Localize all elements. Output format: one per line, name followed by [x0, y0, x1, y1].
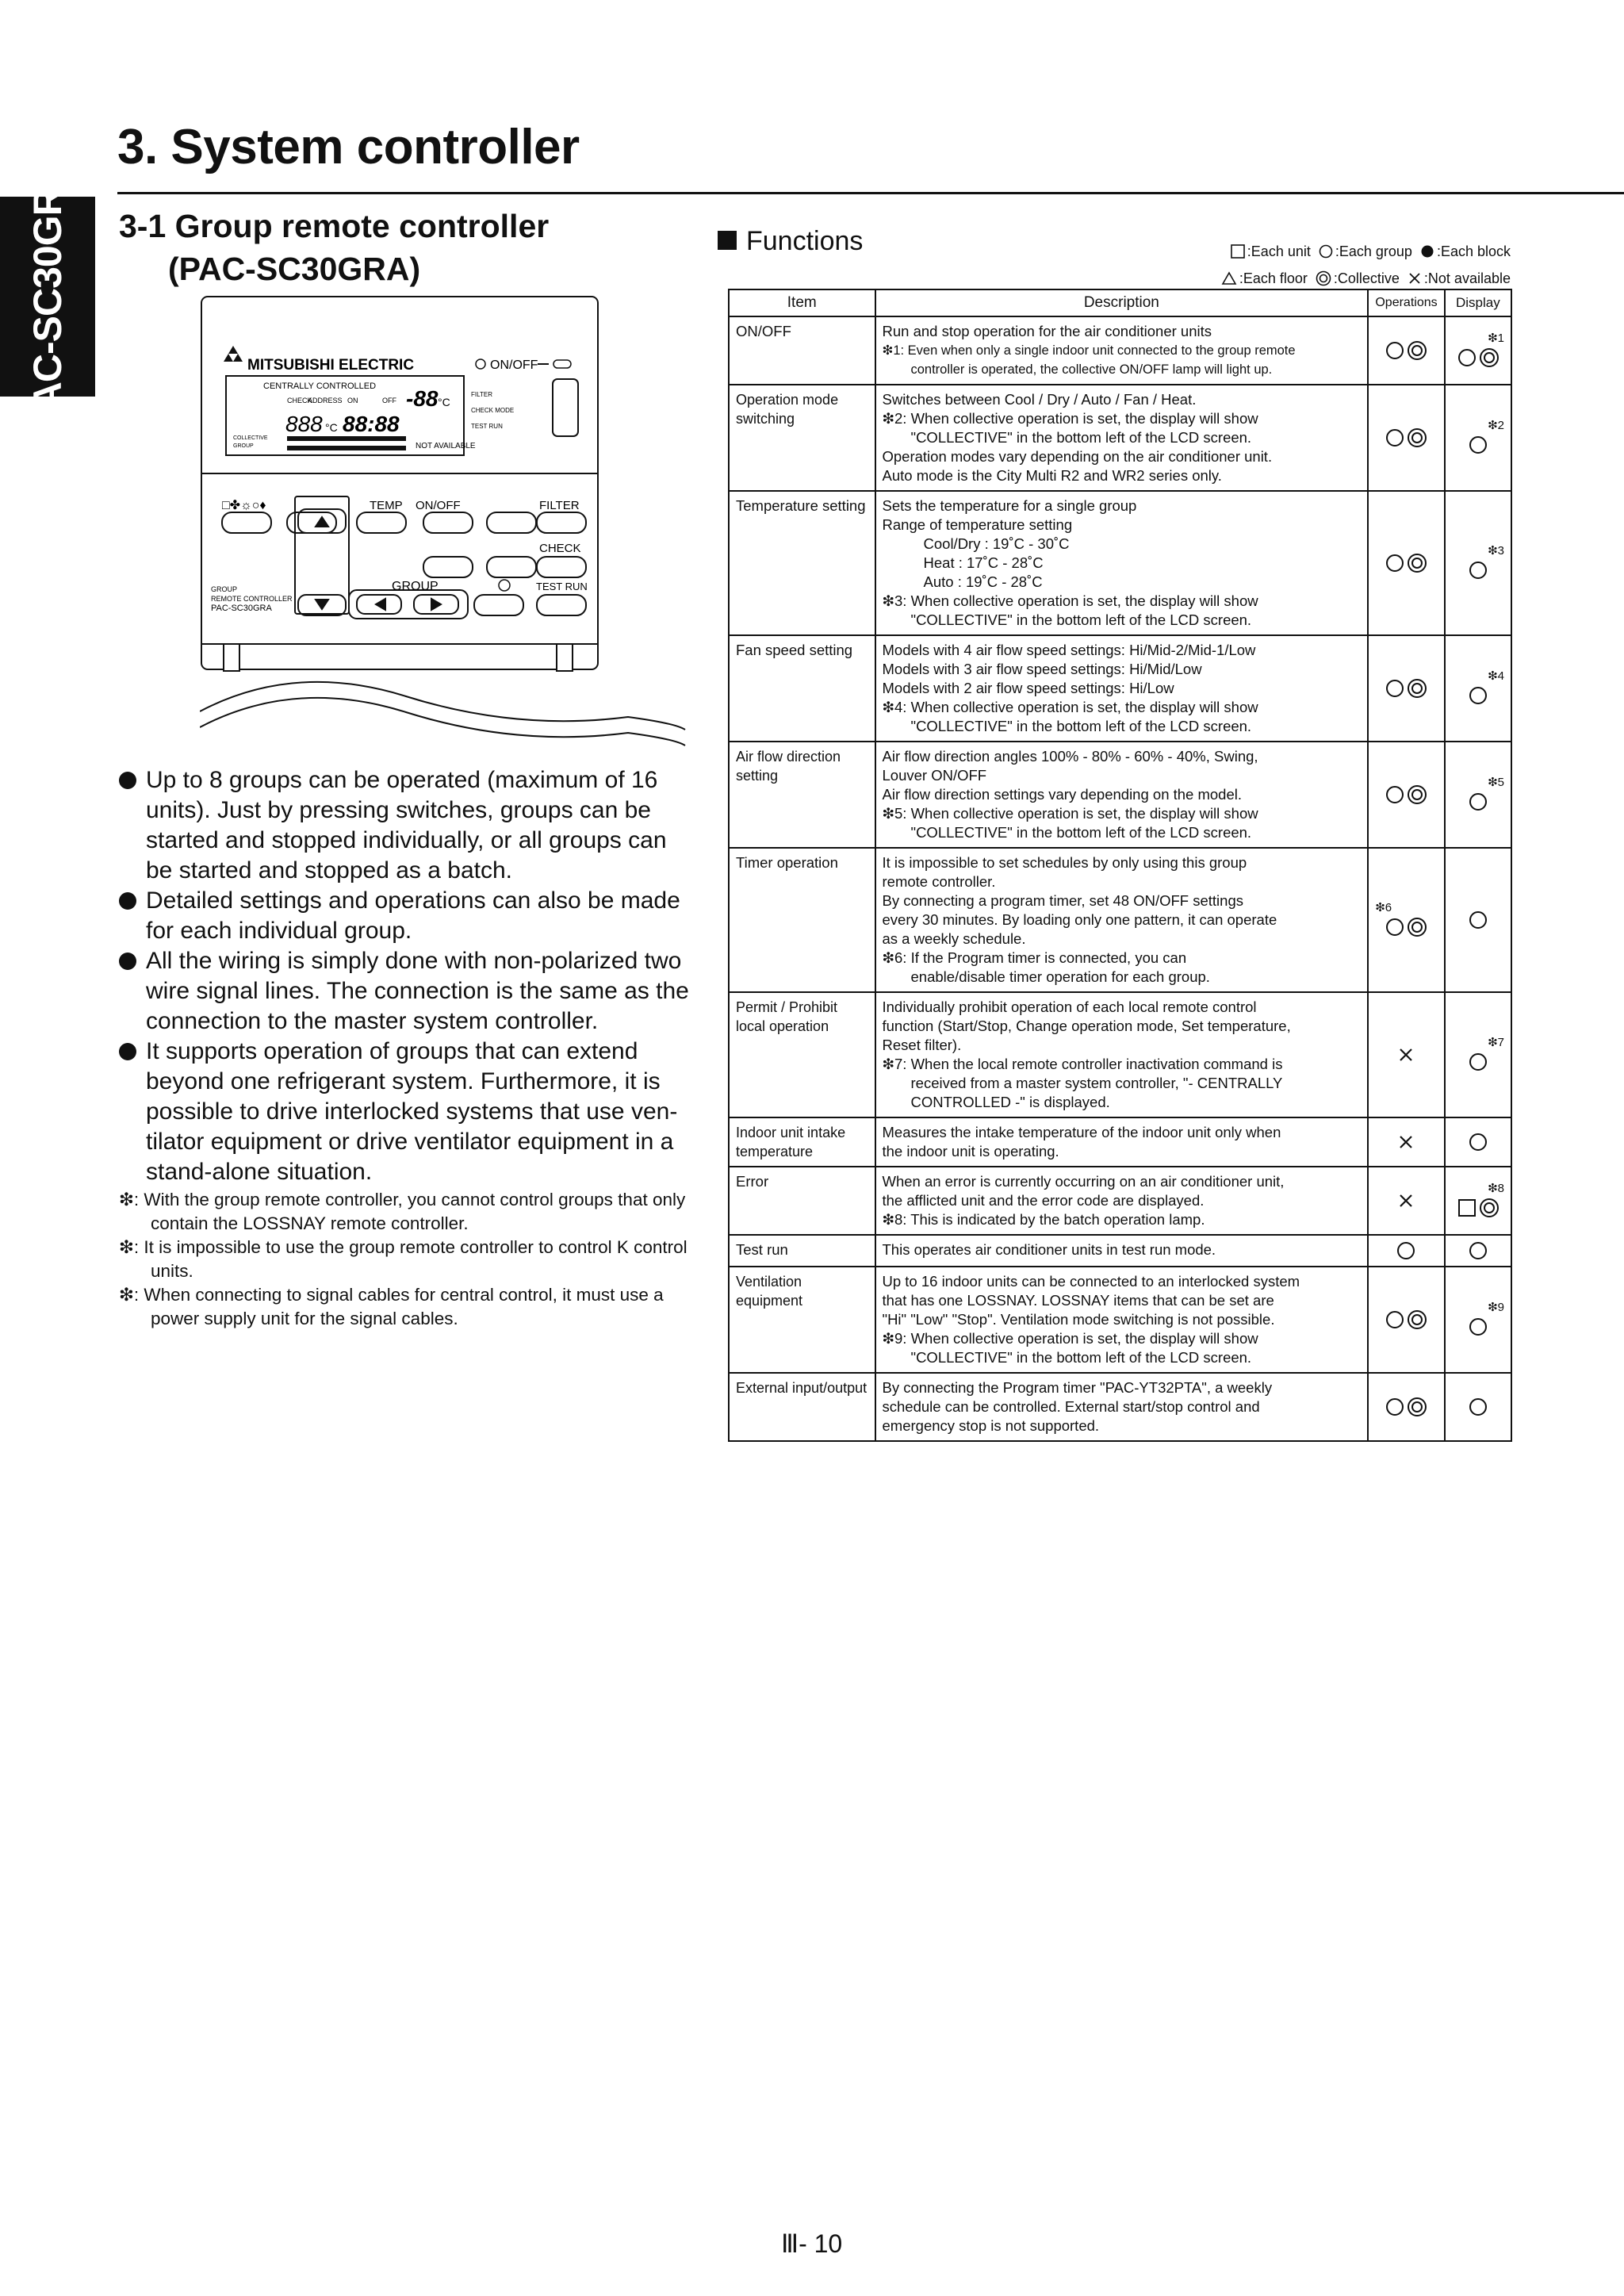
description-line: the indoor unit is operating.	[882, 1143, 1059, 1159]
description-line: By connecting a program timer, set 48 ON/OFF settings	[882, 892, 1243, 909]
table-row	[729, 742, 1511, 848]
cell-description	[875, 1373, 1369, 1441]
table-row	[729, 992, 1511, 1117]
cell-operations	[1368, 848, 1445, 992]
controller-body	[201, 297, 598, 669]
lcd-not-available: NOT AVAILABLE	[416, 442, 476, 450]
page-title: 3. System controller	[117, 120, 580, 174]
description-line: Models with 4 air flow speed settings: Hi/Mid-2/Mid-1/Low	[882, 642, 1256, 658]
cell-display	[1445, 742, 1511, 848]
description-line: Sets the temperature for a single group	[882, 497, 1137, 514]
cell-item: Temperature setting	[729, 491, 875, 635]
cell-description	[875, 992, 1369, 1117]
title-rule	[117, 192, 1624, 194]
each-group-circle-icon	[1385, 1309, 1405, 1330]
table-row	[729, 848, 1511, 992]
legend-each-floor: :Each floor	[1221, 270, 1308, 287]
mitsubishi-logo-icon	[224, 346, 243, 362]
lcd-test-run: TEST RUN	[471, 423, 503, 430]
cell-operations	[1368, 316, 1445, 385]
each-group-circle-icon	[1468, 685, 1488, 706]
model-label-group: GROUP	[211, 585, 238, 593]
remote-controller-illustration	[200, 295, 691, 755]
filter-label: FILTER	[539, 499, 580, 512]
each-group-circle-icon	[1468, 792, 1488, 812]
footnote-mark: ❇1	[1488, 331, 1504, 345]
table-row	[729, 1235, 1511, 1267]
power-icon	[476, 359, 485, 369]
collective-double-circle-icon	[1407, 917, 1427, 937]
cell-description	[875, 385, 1369, 491]
notes	[119, 1188, 690, 1331]
description-line: By connecting the Program timer "PAC-YT32PTA", a weekly	[882, 1379, 1273, 1397]
lcd-set-temp: 888	[285, 412, 323, 436]
cell-item: Indoor unit intake temperature	[729, 1117, 875, 1167]
cell-display	[1445, 316, 1511, 385]
cell-description	[875, 742, 1369, 848]
onoff-top-label: ON/OFF	[490, 358, 538, 372]
footnote-mark: ❇5	[1488, 775, 1504, 789]
bullet-icon	[119, 1043, 136, 1060]
collective-double-circle-icon	[1479, 1198, 1500, 1218]
description-line: controller is operated, the collective ON/OFF lamp will light up.	[910, 362, 1273, 377]
timer-button	[474, 595, 523, 615]
description-line: "COLLECTIVE" in the bottom left of the LCD screen.	[910, 1349, 1252, 1366]
cell-item: Ventilation equipment	[729, 1267, 875, 1373]
description-line: "COLLECTIVE" in the bottom left of the LCD screen.	[910, 718, 1252, 734]
mode-icons-icon: □✤☼○♦	[222, 499, 266, 512]
cell-display	[1445, 1373, 1511, 1441]
description-line: remote controller.	[882, 873, 996, 890]
cell-operations	[1368, 992, 1445, 1117]
cell-operations	[1368, 742, 1445, 848]
description-line: Models with 3 air flow speed settings: Hi/Mid/Low	[882, 661, 1202, 677]
circle-icon	[1319, 244, 1333, 259]
cell-description	[875, 316, 1369, 385]
bullet-icon	[119, 892, 136, 910]
lcd-check: CHECK	[287, 397, 312, 404]
not-available-cross-icon	[1396, 1132, 1416, 1152]
each-group-circle-icon	[1385, 784, 1405, 805]
description-line: ❇6: If the Program timer is connected, you can	[882, 949, 1187, 966]
description-line: Air flow direction settings vary depending on the model.	[882, 786, 1243, 803]
description-line: ❇9: When collective operation is set, the display will show	[882, 1330, 1258, 1347]
description-line: Run and stop operation for the air conditioner units	[882, 323, 1212, 339]
description-line: the afflicted unit and the error code are displayed.	[882, 1192, 1205, 1209]
footnote-mark: ❇8	[1488, 1181, 1504, 1195]
collective-double-circle-icon	[1479, 347, 1500, 368]
filled-circle-icon	[1420, 244, 1434, 259]
description-line: ❇8: This is indicated by the batch operation lamp.	[882, 1211, 1205, 1228]
cell-description	[875, 491, 1369, 635]
section-heading-line1: 3-1 Group remote controller	[119, 208, 550, 244]
mode-button	[222, 512, 271, 533]
page-number: Ⅲ- 10	[781, 2229, 843, 2258]
legend-each-group: :Each group	[1319, 243, 1412, 260]
cell-display	[1445, 491, 1511, 635]
cell-display	[1445, 635, 1511, 742]
lcd-group: GROUP	[233, 443, 254, 449]
functions-heading: Functions	[718, 226, 863, 257]
onoff-button	[357, 512, 406, 533]
not-available-cross-icon	[1396, 1045, 1416, 1065]
lcd-centrally-controlled: CENTRALLY CONTROLLED	[263, 381, 377, 391]
note: ❇: It is impossible to use the group remote controller to control K control units.	[119, 1237, 688, 1281]
header-operations: Operations	[1368, 289, 1445, 316]
cell-item: Permit / Prohibit local operation	[729, 992, 875, 1117]
check-button	[537, 557, 586, 577]
test-run-button	[537, 595, 586, 615]
table-row	[729, 1167, 1511, 1235]
cell-display	[1445, 992, 1511, 1117]
description-line: Louver ON/OFF	[882, 767, 987, 784]
header-description: Description	[875, 289, 1369, 316]
lcd-check-mode: CHECK MODE	[471, 407, 515, 414]
cell-display	[1445, 848, 1511, 992]
cell-display	[1445, 1235, 1511, 1267]
collective-double-circle-icon	[1407, 427, 1427, 448]
description-line: This operates air conditioner units in test run mode.	[882, 1241, 1216, 1258]
square-bullet-icon	[718, 231, 737, 250]
description-line: Measures the intake temperature of the indoor unit only when	[882, 1124, 1281, 1140]
cell-display	[1445, 1267, 1511, 1373]
description-line: Models with 2 air flow speed settings: Hi/Low	[882, 680, 1174, 696]
lcd-off: OFF	[382, 397, 396, 404]
each-group-circle-icon	[1468, 1052, 1488, 1072]
table-row	[729, 635, 1511, 742]
description-line: "COLLECTIVE" in the bottom left of the LCD screen.	[910, 429, 1252, 446]
footnote-mark: ❇4	[1488, 669, 1504, 683]
legend	[1146, 238, 1511, 292]
table-row	[729, 1373, 1511, 1441]
lcd-room-temp: -88	[406, 386, 439, 411]
cell-item: Error	[729, 1167, 875, 1235]
description-line: Reset filter).	[882, 1037, 962, 1053]
description-line: "COLLECTIVE" in the bottom left of the LCD screen.	[910, 611, 1252, 628]
collective-double-circle-icon	[1407, 553, 1427, 573]
each-unit-square-icon	[1457, 1198, 1477, 1218]
lcd-collective: COLLECTIVE	[233, 435, 268, 441]
table-header-row	[729, 289, 1511, 316]
each-group-circle-icon	[1385, 678, 1405, 699]
lcd-on: ON	[347, 397, 358, 404]
triangle-icon	[1221, 271, 1237, 286]
temp-label: TEMP	[370, 499, 403, 512]
cell-description	[875, 1167, 1369, 1235]
each-group-circle-icon	[1385, 1397, 1405, 1417]
cell-item: Timer operation	[729, 848, 875, 992]
cell-operations	[1368, 491, 1445, 635]
description-line: Range of temperature setting	[882, 516, 1073, 533]
table-row	[729, 1117, 1511, 1167]
description-line: that has one LOSSNAY. LOSSNAY items that can be set are	[882, 1292, 1274, 1309]
double-circle-icon	[1316, 270, 1331, 286]
cell-display	[1445, 1117, 1511, 1167]
cell-operations	[1368, 1235, 1445, 1267]
description-line: ❇7: When the local remote controller inactivation command is	[882, 1056, 1283, 1072]
cell-operations	[1368, 385, 1445, 491]
description-line: When an error is currently occurring on an air conditioner unit,	[882, 1173, 1285, 1190]
collective-double-circle-icon	[1407, 340, 1427, 361]
cell-item: ON/OFF	[729, 316, 875, 385]
cross-icon	[1408, 271, 1422, 286]
bullet-icon	[119, 953, 136, 970]
note: ❇: When connecting to signal cables for central control, it must use a power supply unit for the signal cables.	[119, 1285, 664, 1328]
description-line: every 30 minutes. By loading only one pattern, it can operate	[882, 911, 1277, 928]
legend-each-block: :Each block	[1420, 243, 1511, 260]
model-label-number: PAC-SC30GRA	[211, 604, 272, 613]
test-run-label: TEST RUN	[536, 581, 588, 592]
description-line: ❇5: When collective operation is set, the display will show	[882, 805, 1258, 822]
lcd-time: 88:88	[343, 412, 400, 436]
lcd-deg-1: °C	[438, 396, 450, 408]
lcd-deg-2: °C	[325, 421, 338, 434]
header-display: Display	[1445, 289, 1511, 316]
cell-operations	[1368, 635, 1445, 742]
description-line: received from a master system controller, "- CENTRALLY	[910, 1075, 1283, 1091]
description-line: enable/disable timer operation for each group.	[910, 968, 1210, 985]
section-heading	[119, 205, 549, 290]
description-line: Cool/Dry : 19˚C - 30˚C	[923, 535, 1070, 552]
description-line: Individually prohibit operation of each local remote control	[882, 999, 1257, 1015]
footnote-mark: ❇2	[1488, 418, 1504, 432]
cell-item: Operation mode switching	[729, 385, 875, 491]
each-group-circle-icon	[1468, 1397, 1488, 1417]
each-group-circle-icon	[1385, 553, 1405, 573]
description-line: Auto mode is the City Multi R2 and WR2 series only.	[882, 467, 1222, 484]
legend-not-available: :Not available	[1408, 270, 1511, 287]
model-label-remote: REMOTE CONTROLLER	[211, 595, 293, 603]
table-body	[729, 316, 1511, 1441]
each-group-circle-icon	[1468, 435, 1488, 455]
brand-label: MITSUBISHI ELECTRIC	[247, 357, 415, 374]
description-line: ❇1: Even when only a single indoor unit connected to the group remote	[882, 343, 1296, 358]
header-item: Item	[729, 289, 875, 316]
description-line: ❇4: When collective operation is set, the display will show	[882, 699, 1258, 715]
description-line: It is impossible to set schedules by only using this group	[882, 854, 1247, 871]
description-line: Operation modes vary depending on the air conditioner unit.	[882, 448, 1273, 465]
each-group-circle-icon	[1468, 1132, 1488, 1152]
description-line: "COLLECTIVE" in the bottom left of the LCD screen.	[910, 824, 1252, 841]
each-group-circle-icon	[1468, 910, 1488, 930]
not-available-cross-icon	[1396, 1190, 1416, 1211]
cell-item: Air flow direction setting	[729, 742, 875, 848]
description-line: emergency stop is not supported.	[882, 1417, 1100, 1435]
cell-description	[875, 1235, 1369, 1267]
side-tab	[0, 160, 95, 433]
cell-description	[875, 1117, 1369, 1167]
collective-double-circle-icon	[1407, 1309, 1427, 1330]
description-line: schedule can be controlled. External start/stop control and	[882, 1398, 1260, 1416]
each-group-circle-icon	[1385, 340, 1405, 361]
description-line: CONTROLLED -" is displayed.	[910, 1094, 1110, 1110]
cell-display	[1445, 1167, 1511, 1235]
cell-item: Test run	[729, 1235, 875, 1267]
collective-double-circle-icon	[1407, 784, 1427, 805]
feature-item: All the wiring is simply done with non-polarized two wire signal lines. The connection is the same as the connection to the master system controller.	[119, 946, 698, 1037]
cell-operations	[1368, 1267, 1445, 1373]
note: ❇: With the group remote controller, you cannot control groups that only contain the LOSSNAY remote controller.	[119, 1190, 686, 1233]
section-heading-line2: (PAC-SC30GRA)	[168, 251, 421, 287]
check-label: CHECK	[539, 542, 581, 555]
group-label: GROUP	[392, 580, 439, 593]
cell-description	[875, 635, 1369, 742]
description-line: Auto : 19˚C - 28˚C	[923, 573, 1043, 590]
feature-item: Up to 8 groups can be operated (maximum of 16 units). Just by pressing switches, groups can be started and stopped individually, or all groups can be started and stopped as a batch.	[119, 765, 698, 886]
each-group-circle-icon	[1468, 1317, 1488, 1337]
lcd-address: ADDRESS	[308, 397, 343, 404]
legend-each-unit: :Each unit	[1231, 243, 1311, 260]
filter-button	[537, 512, 586, 533]
cell-item: Fan speed setting	[729, 635, 875, 742]
footnote-mark: ❇9	[1488, 1301, 1504, 1315]
feature-item: Detailed settings and operations can also be made for each individual group.	[119, 886, 698, 946]
lcd-filter: FILTER	[471, 391, 492, 398]
each-group-circle-icon	[1468, 560, 1488, 581]
table-row	[729, 316, 1511, 385]
collective-double-circle-icon	[1407, 1397, 1427, 1417]
description-line: ❇2: When collective operation is set, the display will show	[882, 410, 1258, 427]
each-group-circle-icon	[1468, 1240, 1488, 1261]
airflow-button	[487, 512, 536, 533]
each-group-circle-icon	[1385, 427, 1405, 448]
table-row	[729, 491, 1511, 635]
onoff-lamp-button	[553, 379, 578, 436]
description-line: ❇3: When collective operation is set, the display will show	[882, 592, 1258, 609]
footnote-mark: ❇3	[1488, 543, 1504, 558]
feature-item: It supports operation of groups that can extend beyond one refrigerant system. Furthermore, it is possible to drive interlocked systems that use ven-tilator equipment or drive ventilator equipment in a stand-alone situation.	[119, 1037, 698, 1187]
legend-collective: :Collective	[1316, 270, 1400, 287]
timer-icon	[499, 580, 510, 591]
cell-operations	[1368, 1373, 1445, 1441]
collective-double-circle-icon	[1407, 678, 1427, 699]
description-line: Air flow direction angles 100% - 80% - 60% - 40%, Swing,	[882, 748, 1258, 765]
each-group-circle-icon	[1457, 347, 1477, 368]
description-line: Switches between Cool / Dry / Auto / Fan / Heat.	[882, 391, 1197, 408]
footnote-mark: ❇6	[1375, 900, 1392, 914]
feature-list	[119, 765, 698, 1187]
cell-item: External input/output	[729, 1373, 875, 1441]
description-line: "Hi" "Low" "Stop". Ventilation mode switching is not possible.	[882, 1311, 1275, 1328]
description-line: Heat : 17˚C - 28˚C	[923, 554, 1044, 571]
cell-description	[875, 848, 1369, 992]
bullet-icon	[119, 772, 136, 789]
table-row	[729, 385, 1511, 491]
description-line: as a weekly schedule.	[882, 930, 1026, 947]
each-group-circle-icon	[1385, 917, 1405, 937]
onoff-button-label: ON/OFF	[416, 499, 461, 512]
side-tab-label: PAC-SC30GRA	[25, 160, 70, 433]
cell-operations	[1368, 1117, 1445, 1167]
description-line: Up to 16 indoor units can be connected to an interlocked system	[882, 1273, 1300, 1290]
cell-display	[1445, 385, 1511, 491]
table-row	[729, 1267, 1511, 1373]
description-line: function (Start/Stop, Change operation mode, Set temperature,	[882, 1018, 1291, 1034]
footnote-mark: ❇7	[1488, 1035, 1504, 1049]
cell-description	[875, 1267, 1369, 1373]
fan-button	[423, 512, 473, 533]
functions-table	[728, 289, 1512, 1442]
square-icon	[1231, 244, 1245, 259]
cell-operations	[1368, 1167, 1445, 1235]
each-group-circle-icon	[1396, 1240, 1416, 1261]
